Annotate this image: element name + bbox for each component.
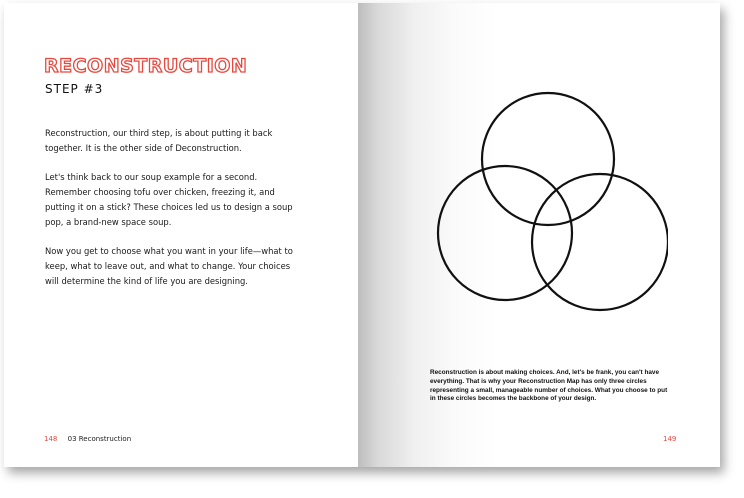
section-title: RECONSTRUCTION	[44, 55, 248, 77]
right-page	[358, 3, 720, 467]
body-text	[45, 126, 295, 303]
section-subtitle: STEP #3	[45, 82, 104, 96]
paragraph-1: Reconstruction, our third step, is about putting it back together. It is the other side of Deconstruction.	[45, 128, 273, 153]
paragraph-3: Now you get to choose what you want in your life—what to keep, what to leave out, and what to change. Your choices will determine the kind of life you are designing.	[45, 246, 293, 286]
diagram-caption: Reconstruction is about making choices. And, let's be frank, you can't have everything. That is why your Reconstruction Map has only three circles representing a small, manageable number of choices. What you choose to put in these circles becomes the backbone of your design.	[430, 369, 668, 403]
left-page-number: 148	[44, 435, 58, 443]
paragraph-2: Let's think back to our soup example for a second. Remember choosing tofu over chicken, freezing it, and putting it on a stick? These choices led us to design a soup pop, a brand-new space soup.	[45, 172, 293, 227]
chapter-label: 03 Reconstruction	[67, 435, 132, 443]
book-spread	[4, 3, 720, 467]
venn-circle-top	[482, 93, 614, 225]
right-page-number: 149	[663, 435, 677, 443]
left-page	[4, 3, 358, 467]
venn-diagram	[428, 85, 668, 315]
venn-circle-left	[438, 166, 572, 300]
venn-circle-right	[532, 174, 668, 310]
left-footer	[44, 435, 131, 443]
